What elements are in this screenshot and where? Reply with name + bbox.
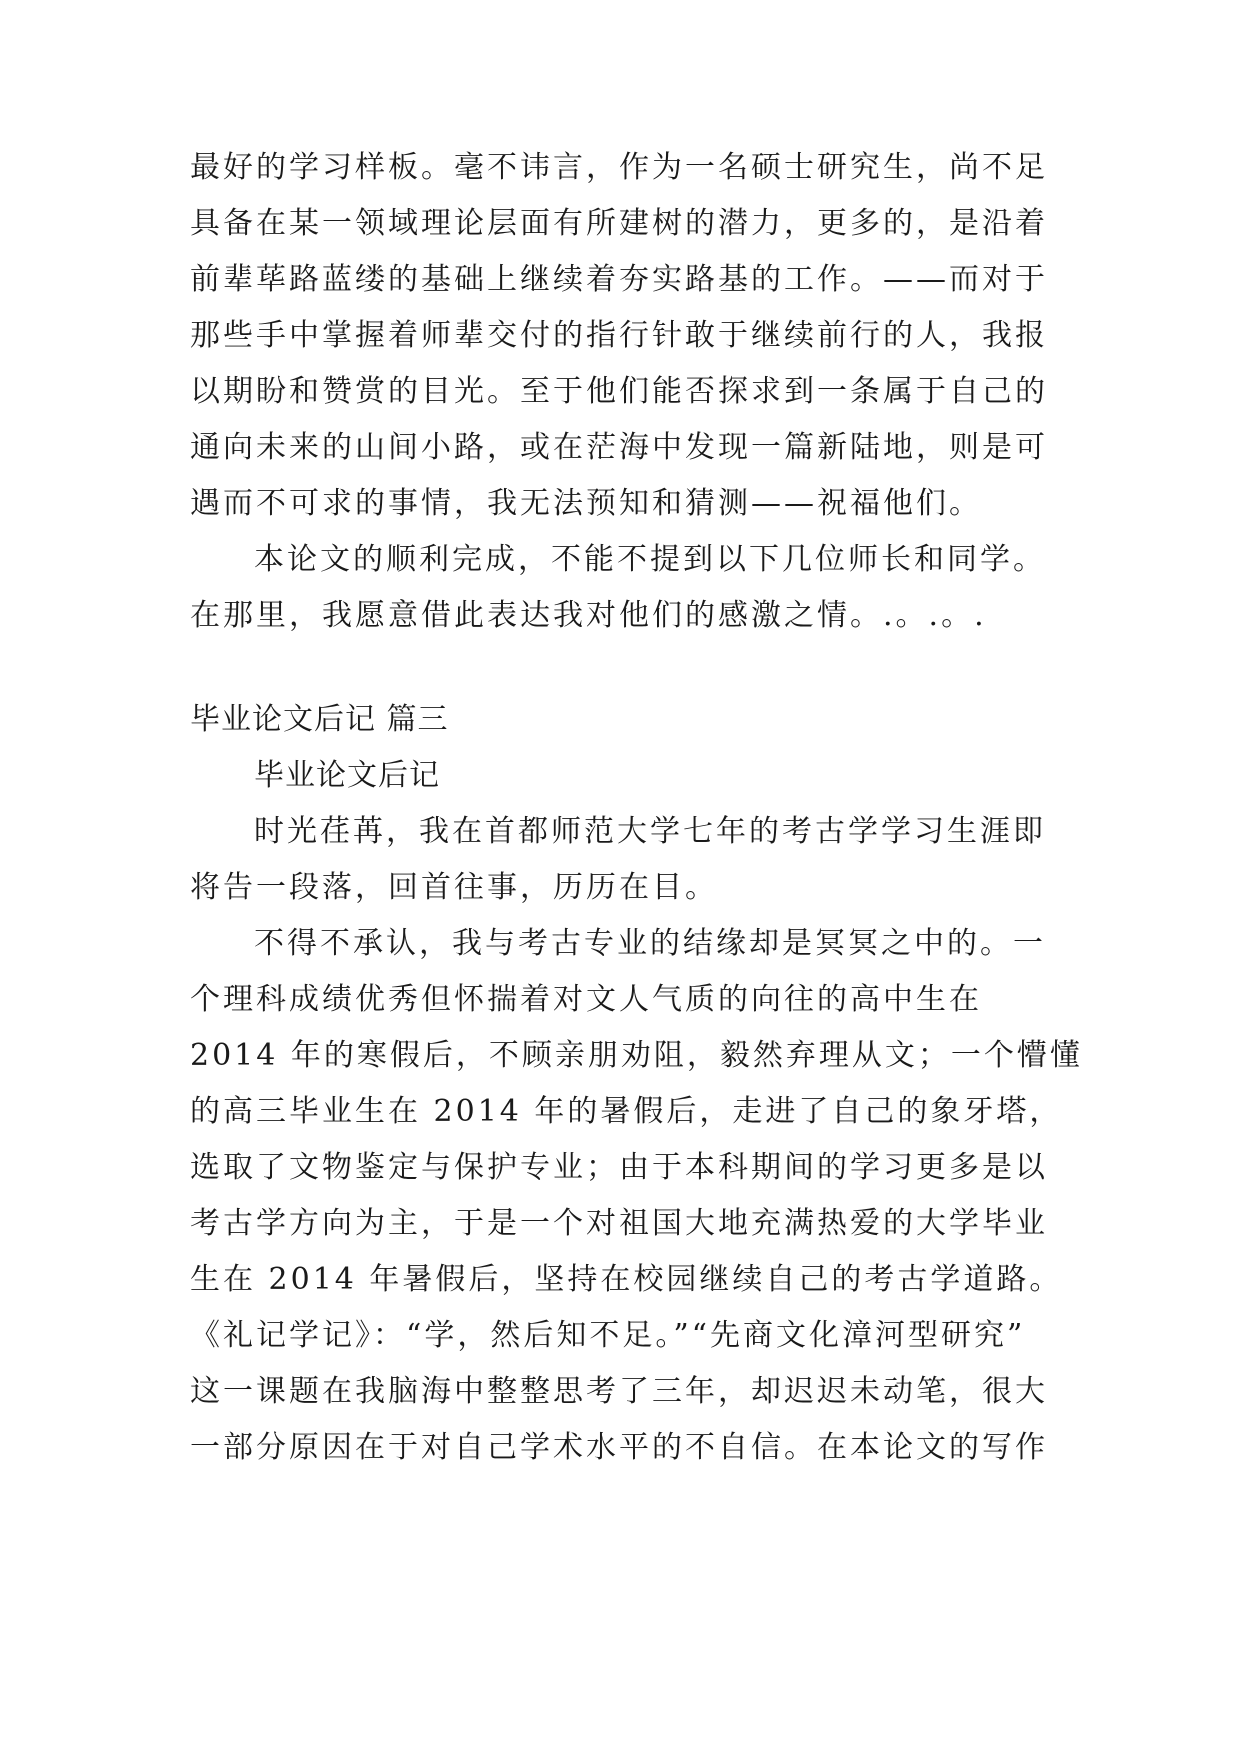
body-text-line: 个理科成绩优秀但怀揣着对文人气质的向往的高中生在 bbox=[190, 982, 982, 1017]
body-text-line: 以期盼和赞赏的目光。至于他们能否探求到一条属于自己的 bbox=[190, 374, 1048, 409]
body-text-line: 生在 2014 年暑假后，坚持在校园继续自己的考古学道路。 bbox=[190, 1262, 1063, 1297]
body-text-line: 的高三毕业生在 2014 年的暑假后，走进了自己的象牙塔， bbox=[190, 1094, 1063, 1129]
body-text-line: 具备在某一领域理论层面有所建树的潜力，更多的，是沿着 bbox=[190, 206, 1048, 241]
body-text-line: 这一课题在我脑海中整整思考了三年，却迟迟未动笔，很大 bbox=[190, 1374, 1048, 1409]
body-text-line: 《礼记学记》：“学，然后知不足。”“先商文化漳河型研究” bbox=[190, 1318, 1026, 1353]
body-text-line: 在那里，我愿意借此表达我对他们的感激之情。.。.。. bbox=[190, 598, 987, 633]
body-text-line: 最好的学习样板。毫不讳言，作为一名硕士研究生，尚不足 bbox=[190, 150, 1048, 185]
body-text-line: 不得不承认，我与考古专业的结缘却是冥冥之中的。一 bbox=[254, 926, 1046, 961]
body-text-line: 选取了文物鉴定与保护专业；由于本科期间的学习更多是以 bbox=[190, 1150, 1048, 1185]
body-text-line: 将告一段落，回首往事，历历在目。 bbox=[190, 870, 718, 905]
body-text-line: 时光荏苒，我在首都师范大学七年的考古学学习生涯即 bbox=[254, 814, 1046, 849]
body-text-line: 通向未来的山间小路，或在茫海中发现一篇新陆地，则是可 bbox=[190, 430, 1048, 465]
body-text-line: 本论文的顺利完成，不能不提到以下几位师长和同学。 bbox=[254, 542, 1046, 577]
section-subheading: 毕业论文后记 bbox=[254, 758, 440, 793]
body-text-line: 2014 年的寒假后，不顾亲朋劝阻，毅然弃理从文；一个懵懂 bbox=[190, 1038, 1083, 1073]
body-text-line: 考古学方向为主，于是一个对祖国大地充满热爱的大学毕业 bbox=[190, 1206, 1048, 1241]
body-text-line: 遇而不可求的事情，我无法预知和猜测——祝福他们。 bbox=[190, 486, 982, 521]
body-text-line: 一部分原因在于对自己学术水平的不自信。在本论文的写作 bbox=[190, 1430, 1048, 1465]
body-text-line: 前辈荜路蓝缕的基础上继续着夯实路基的工作。——而对于 bbox=[190, 262, 1048, 297]
body-text-line: 那些手中掌握着师辈交付的指行针敢于继续前行的人，我报 bbox=[190, 318, 1048, 353]
section-heading: 毕业论文后记 篇三 bbox=[190, 702, 449, 737]
